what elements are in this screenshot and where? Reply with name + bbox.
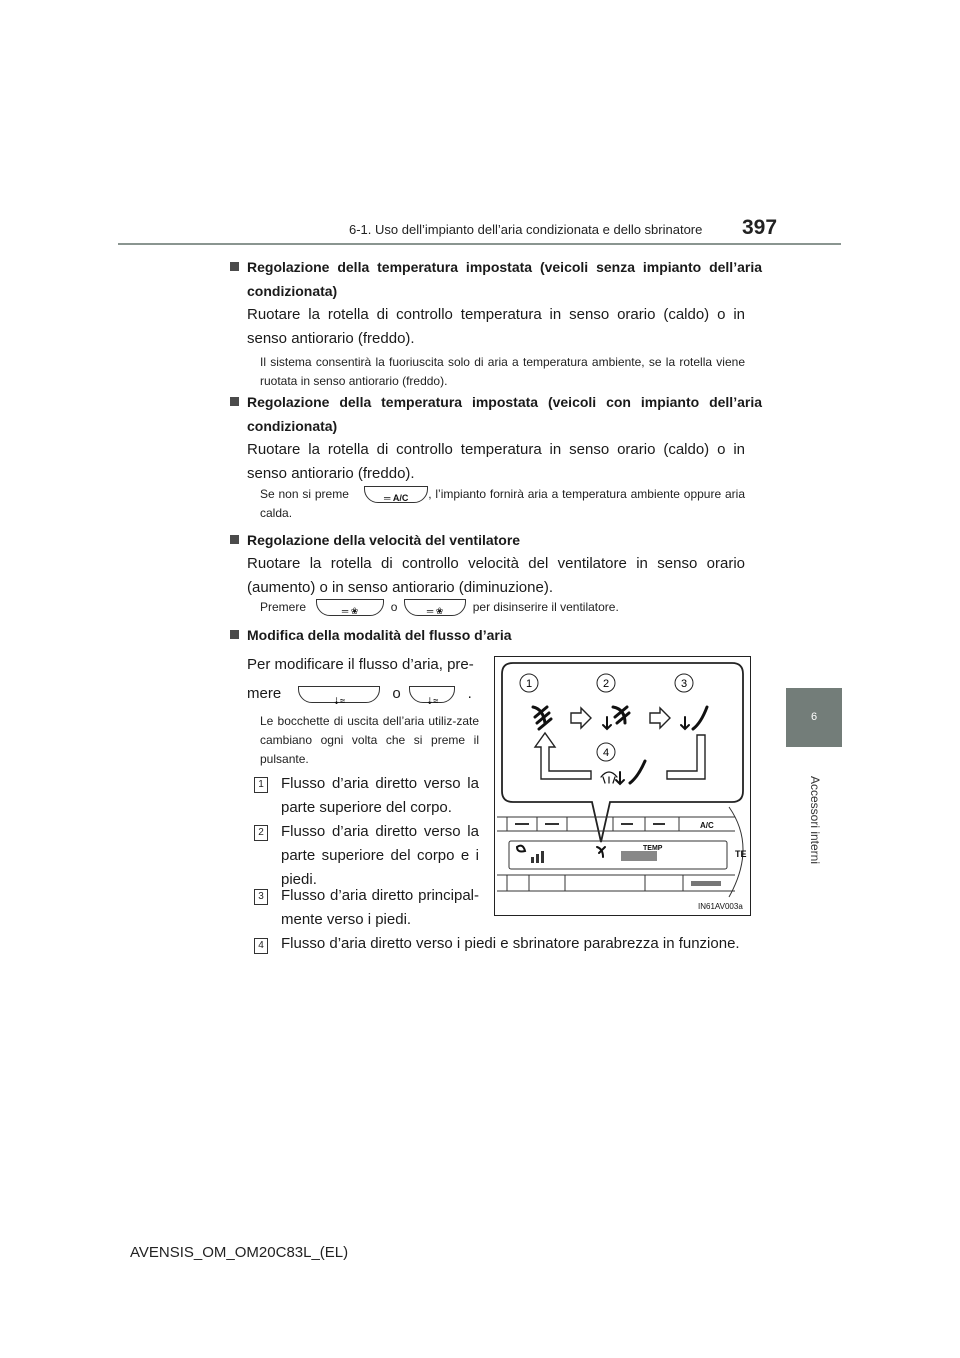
- section-note-temp-ac: Se non si preme ═ A/C , l’impianto fornirà aria a temperatura ambiente oppure aria calda.: [260, 487, 745, 520]
- section-heading-temp-no-ac: Regolazione della temperatura impostata (veicoli senza impianto dell’aria condizionata): [230, 255, 762, 303]
- section-body-airflow-line1: Per modificare il flusso d’aria, pre-: [247, 656, 474, 673]
- section-heading-airflow-mode: Modifica della modalità del flusso d’aria: [230, 623, 762, 647]
- callout-4: [597, 743, 615, 761]
- callout-3-label: 3: [680, 678, 688, 690]
- chapter-label-text: Accessori interni: [808, 775, 822, 865]
- bullet-square-icon: [230, 535, 239, 544]
- callout-2-label: 2: [602, 678, 610, 690]
- list-item-number: 4: [254, 938, 268, 954]
- panel-ac-label: A/C: [700, 821, 714, 830]
- callout-1: [520, 674, 538, 692]
- list-item-number: 1: [254, 777, 268, 793]
- section-note-airflow: Le bocchette di uscita dell’aria utiliz-zate cambiano ogni volta che si preme il pulsante.: [260, 714, 479, 766]
- list-item-number: 2: [254, 825, 268, 841]
- ac-button-icon: ═ A/C: [364, 486, 428, 503]
- header-section-title: 6-1. Uso dell’impianto dell’aria condizionata e dello sbrinatore: [349, 222, 703, 237]
- fan-off-button-alt-icon: ═ ❀: [404, 599, 466, 616]
- section-body-temp-ac: Ruotare la rotella di controllo temperatura in senso orario (caldo) o in senso antiorario (freddo).: [247, 441, 745, 482]
- list-item: Flusso d’aria diretto verso la parte superiore del corpo e i piedi.: [281, 823, 479, 888]
- section-heading-fan-speed: Regolazione della velocità del ventilatore: [230, 528, 762, 552]
- panel-details: [515, 823, 721, 886]
- panel-fan-icon: [517, 846, 525, 852]
- callout-4-label: 4: [602, 747, 610, 759]
- manual-code: AVENSIS_OM_OM20C83L_(EL): [130, 1244, 349, 1261]
- list-item: Flusso d’aria diretto verso i piedi e sbrinatore parabrezza in funzione.: [281, 935, 740, 952]
- header-divider: [118, 243, 841, 245]
- bullet-square-icon: [230, 630, 239, 639]
- section-note-fan-speed: Premere ═ ❀ o ═ ❀ per disinserire il ventilatore.: [260, 600, 619, 617]
- section-body-airflow-line2: mere ⇣≈ o ⇣≈ .: [247, 685, 472, 706]
- callout-3: [675, 674, 693, 692]
- airflow-mode-button-alt-icon: ⇣≈: [409, 686, 455, 703]
- callout-1-label: 1: [525, 678, 533, 690]
- panel-edge-label: TE: [735, 849, 747, 859]
- section-body-temp-no-ac: Ruotare la rotella di controllo temperatura in senso orario (caldo) o in senso antiorario (freddo).: [247, 306, 745, 347]
- chapter-tab: [786, 688, 842, 747]
- list-item: Flusso d’aria diretto verso la parte superiore del corpo.: [281, 775, 479, 816]
- fan-off-button-icon: ═ ❀: [316, 599, 384, 616]
- section-body-fan-speed: Ruotare la rotella di controllo velocità del ventilatore in senso orario (aumento) o in senso antiorario (diminuzione).: [247, 555, 745, 596]
- airflow-diagram-svg: [495, 657, 750, 915]
- panel-temp-label: TEMP: [643, 845, 663, 852]
- bullet-square-icon: [230, 397, 239, 406]
- figure-code: IN61AV003a: [698, 902, 743, 911]
- section-note-temp-no-ac: Il sistema consentirà la fuoriuscita solo di aria a temperatura ambiente, se la rotella viene ruotata in senso antiorario (freddo).: [260, 355, 745, 388]
- airflow-diagram: [494, 656, 751, 916]
- bullet-square-icon: [230, 262, 239, 271]
- list-item: Flusso d’aria diretto principal-mente verso i piedi.: [281, 887, 479, 928]
- list-item-number: 3: [254, 889, 268, 905]
- callout-2: [597, 674, 615, 692]
- section-heading-temp-ac: Regolazione della temperatura impostata (veicoli con impianto dell’aria condizionata): [230, 390, 762, 438]
- callout-bubble: [502, 663, 743, 842]
- panel-airflow-icon: [597, 847, 605, 857]
- chapter-number: 6: [810, 711, 818, 723]
- chapter-label: [787, 760, 843, 880]
- airflow-mode-button-icon: ⇣≈: [298, 686, 380, 703]
- page-number: 397: [742, 216, 778, 239]
